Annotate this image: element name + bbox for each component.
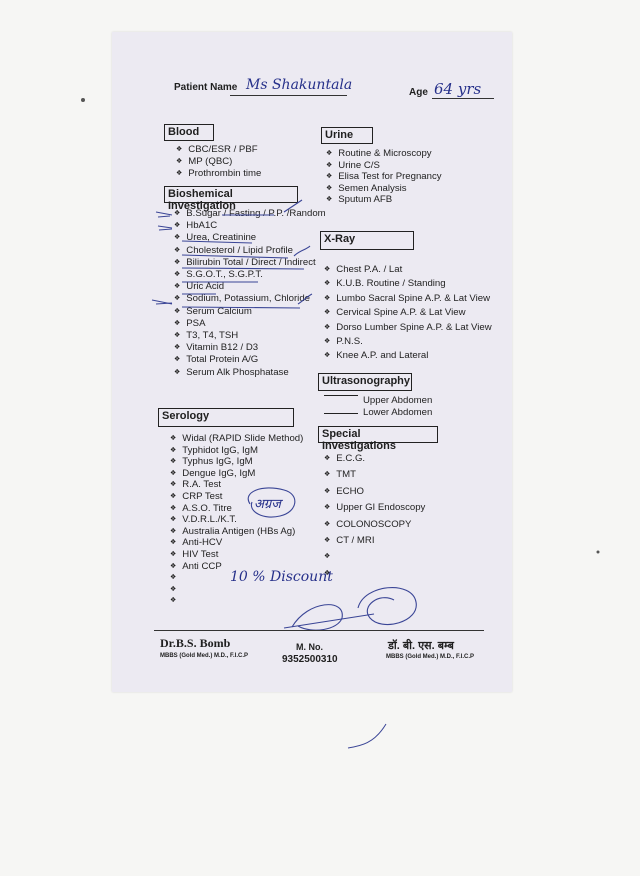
- list-item: ❖ Uric Acid: [174, 281, 326, 293]
- list-item: ❖ Lumbo Sacral Spine A.P. & Lat View: [324, 292, 492, 306]
- list-item: Lower Abdomen: [363, 407, 433, 418]
- biochem-heading: Bioshemical Investigation: [164, 186, 298, 203]
- list-item: ❖ Widal (RAPID Slide Method): [170, 433, 303, 445]
- serology-heading: Serology: [158, 408, 294, 427]
- list-item: ❖ V.D.R.L./K.T.: [170, 514, 303, 526]
- list-item: ❖ Vitamin B12 / D3: [174, 342, 326, 354]
- stamp-note: अग्रज: [254, 497, 281, 512]
- list-item: ❖ Upper GI Endoscopy: [324, 500, 425, 516]
- doctor-degree-right: MBBS (Gold Med.) M.D., F.I.C.P: [386, 654, 474, 660]
- list-item: ❖ Cervical Spine A.P. & Lat View: [324, 306, 492, 320]
- patient-name-label: Patient Name: [174, 82, 238, 93]
- list-item: ❖ Sputum AFB: [326, 194, 442, 206]
- special-heading: Special Investigations: [318, 426, 438, 443]
- list-item: ❖ HIV Test: [170, 549, 303, 561]
- list-item: ❖ Urine C/S: [326, 160, 442, 172]
- list-item: Upper Abdomen: [363, 395, 433, 406]
- list-item: ❖ Typhidot IgG, IgM: [170, 445, 303, 457]
- ultrasonography-heading: Ultrasonography: [318, 373, 412, 391]
- list-item: ❖ MP (QBC): [176, 156, 261, 168]
- list-item: ❖ Serum Alk Phosphatase: [174, 367, 326, 379]
- list-item: ❖ Bilirubin Total / Direct / Indirect: [174, 257, 326, 269]
- list-item: ❖ CT / MRI: [324, 533, 425, 549]
- list-item: ❖ HbA1C: [174, 220, 326, 232]
- list-item: ❖ Anti CCP: [170, 561, 303, 573]
- list-item: ❖ P.N.S.: [324, 335, 492, 349]
- list-item: ❖ Knee A.P. and Lateral: [324, 349, 492, 363]
- list-item: ❖ Total Protein A/G: [174, 354, 326, 366]
- list-item: ❖ PSA: [174, 318, 326, 330]
- list-item: ❖ Dorso Lumber Spine A.P. & Lat View: [324, 321, 492, 335]
- list-item: ❖ S.G.O.T., S.G.P.T.: [174, 269, 326, 281]
- list-item: ❖ Serum Calcium: [174, 306, 326, 318]
- list-item: ❖ Elisa Test for Pregnancy: [326, 171, 442, 183]
- list-item: ❖ Chest P.A. / Lat: [324, 263, 492, 277]
- age-label: Age: [409, 87, 428, 98]
- list-item: ❖ CBC/ESR / PBF: [176, 144, 261, 156]
- list-item: ❖ Urea, Creatinine: [174, 232, 326, 244]
- doctor-name: Dr.B.S. Bomb: [160, 636, 231, 650]
- list-item: ❖ Australia Antigen (HBs Ag): [170, 526, 303, 538]
- doctor-degree: MBBS (Gold Med.) M.D., F.I.C.P: [160, 653, 248, 659]
- list-item: ❖ CRP Test: [170, 491, 303, 503]
- discount-note: 10 % Discount: [230, 569, 333, 585]
- mobile-label: M. No.: [296, 642, 323, 652]
- list-item: ❖ COLONOSCOPY: [324, 517, 425, 533]
- doctor-name-hindi: डॉ. बी. एस. बम्ब: [388, 640, 454, 652]
- list-item: ❖ Routine & Microscopy: [326, 148, 442, 160]
- xray-heading: X-Ray: [320, 231, 414, 250]
- list-item: ❖ ECHO: [324, 484, 425, 500]
- list-item: ❖ Prothrombin time: [176, 168, 261, 180]
- blood-heading: Blood: [164, 124, 214, 141]
- list-item: ❖ Anti-HCV: [170, 537, 303, 549]
- list-item: ❖ E.C.G.: [324, 451, 425, 467]
- urine-heading: Urine: [321, 127, 373, 144]
- mobile-number: 9352500310: [282, 654, 338, 665]
- list-item: ❖ K.U.B. Routine / Standing: [324, 277, 492, 291]
- list-item: ❖ Cholesterol / Lipid Profile: [174, 245, 326, 257]
- list-item: ❖ Typhus IgG, IgM: [170, 456, 303, 468]
- list-item: ❖ A.S.O. Titre: [170, 503, 303, 515]
- list-item: ❖ T3, T4, TSH: [174, 330, 326, 342]
- patient-name-value: Ms Shakuntala: [246, 77, 353, 93]
- list-item: ❖ TMT: [324, 467, 425, 483]
- age-value: 64 yrs: [434, 80, 482, 98]
- list-item: ❖ Semen Analysis: [326, 183, 442, 195]
- list-item: ❖ B.Sugar / Fasting / P.P. /Random: [174, 208, 326, 220]
- list-item: ❖ Dengue IgG, IgM: [170, 468, 303, 480]
- list-item: ❖ Sodium, Potassium, Chloride: [174, 293, 326, 305]
- list-item: ❖ R.A. Test: [170, 479, 303, 491]
